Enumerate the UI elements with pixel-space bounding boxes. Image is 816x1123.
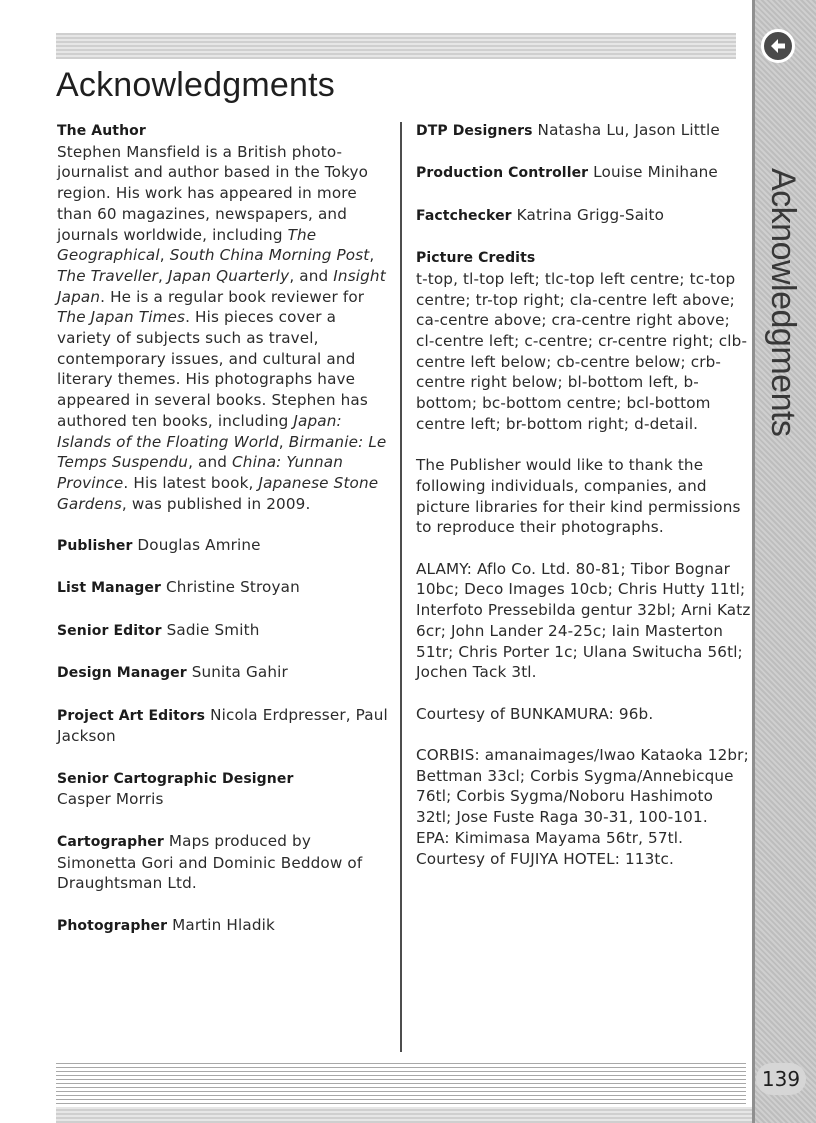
corbis-credits: CORBIS: amanaimages/Iwao Kataoka 12br; Bettman 33cl; Corbis Sygma/Annebicque 76tl; Corbis Sygma/Noboru Hashimoto 32tl; Jose Fuste Raga 30-31, 100-101. — [416, 745, 749, 827]
picture-credits-section — [416, 247, 752, 434]
credit-label: Design Manager — [57, 665, 187, 682]
publication-title: The Traveller — [57, 266, 159, 285]
credit-label: Production Controller — [416, 165, 589, 182]
publication-title: The Japan Times — [57, 308, 186, 327]
credit-label: Factchecker — [416, 207, 512, 224]
credit-label: Publisher — [57, 538, 133, 555]
credit-value: Nicola Erdpresser, Paul Jackson — [57, 705, 388, 746]
credit-value: Christine Stroyan — [161, 578, 300, 597]
credit-value: Maps produced by Simonetta Gori and Dominic Beddow of Draughtsman Ltd. — [57, 831, 363, 893]
author-bio-text: . He is a regular book reviewer for — [100, 287, 365, 306]
book-title: Japan: Islands of the Floating World — [57, 411, 342, 451]
top-decorative-bar — [56, 33, 736, 59]
credit-value: Casper Morris — [57, 790, 164, 809]
publication-title: Insight Japan — [57, 266, 386, 306]
credit-photographer — [57, 915, 392, 937]
credit-publisher — [57, 535, 392, 557]
credit-label: Senior Cartographic Designer — [57, 770, 294, 787]
credit-senior-editor — [57, 620, 392, 642]
book-title: Japanese Stone Gardens — [57, 473, 379, 513]
author-bio-text: Stephen Mansfield is a British photo-journalist and author based in the Tokyo region. His work has appeared in more than 60 magazines, newspapers, and journals worldwide, including — [57, 142, 369, 244]
credit-list-manager — [57, 577, 392, 599]
credit-label: Photographer — [57, 917, 168, 934]
credit-label: Senior Editor — [57, 622, 162, 639]
left-column — [57, 120, 392, 957]
column-divider — [400, 122, 402, 1052]
credit-label: List Manager — [57, 580, 162, 597]
credit-value: Douglas Amrine — [132, 536, 261, 555]
credit-value: Martin Hladik — [167, 915, 275, 934]
alamy-credits: ALAMY: Aflo Co. Ltd. 80-81; Tibor Bognar 10bc; Deco Images 10cb; Chris Hutty 11tl; Interfoto Pressebilda gentur 32bl; Arni Katz 6cr; John Lander 24-25c; Iain Masterton 51tr; Chris Porter 1c; Ulana Switucha 56tl; Jochen Tack 3tl. — [416, 559, 751, 682]
author-bio-text: . His latest book, — [123, 473, 259, 492]
bunkamura-credits: Courtesy of BUNKAMURA: 96b. — [416, 704, 654, 723]
credit-dtp-designers — [416, 120, 752, 142]
credit-cartographer — [57, 831, 392, 894]
credit-value: Sunita Gahir — [186, 663, 288, 682]
credit-production-controller — [416, 162, 752, 184]
publication-title: The Geographical — [57, 225, 317, 265]
author-section: The Author Stephen Mansfield is a British photo-journalist and author based in the Tokyo region. His work has appeared in more than 60 magazines, newspapers, and journals worldwide, including The Geographical, South China Morning Post, The Traveller, Japan Quarterly, and Insight Japan. He is a regular book reviewer for The Japan Times. His pieces cover a variety of subjects such as travel, contemporary issues, and cultural and literary themes. His photographs have appeared in several books. Stephen has authored ten books, including Japan: Islands of the Floating World, Birmanie: Le Temps Suspendu, and China: Yunnan Province. His latest book, Japanese Stone Gardens, was published in 2009. — [57, 123, 387, 513]
author-bio-text: , was published in 2009. — [121, 494, 311, 513]
credit-senior-cartographic-designer — [57, 768, 392, 810]
book-title: Birmanie: Le Temps Suspendu — [57, 432, 387, 472]
fujiya-credits: Courtesy of FUJIYA HOTEL: 113tc. — [416, 849, 674, 868]
author-bio-text: . His pieces cover a variety of subjects such as travel, contemporary issues, and cultural and literary themes. His photographs have appeared in several books. Stephen has authored ten books, including — [57, 308, 368, 430]
page-number: 139 — [756, 1063, 806, 1095]
book-title: China: Yunnan Province — [57, 453, 344, 492]
picture-credits-label: Picture Credits — [416, 250, 536, 267]
credit-value: Katrina Grigg-Saito — [511, 205, 665, 224]
page-title: Acknowledgments — [56, 66, 335, 104]
sidebar-section-title: Acknowledgments — [764, 168, 802, 437]
credit-label: DTP Designers — [416, 123, 533, 139]
credit-value: Louise Minihane — [588, 163, 718, 182]
publication-title: South China Morning Post — [169, 246, 370, 265]
credit-project-art-editors — [57, 705, 392, 747]
bottom-decorative-bar — [56, 1107, 752, 1123]
right-column — [416, 120, 752, 869]
author-label: The Author — [57, 123, 146, 139]
thanks-paragraph: The Publisher would like to thank the following individuals, companies, and picture libraries for their kind permissions to reproduce their photographs. — [416, 456, 741, 537]
publication-title: Japan Quarterly — [168, 266, 290, 285]
sidebar-divider — [752, 0, 755, 1123]
back-button[interactable] — [761, 29, 795, 63]
epa-credits: EPA: Kimimasa Mayama 56tr, 57tl. — [416, 828, 684, 847]
credit-value: Sadie Smith — [161, 620, 260, 639]
credit-design-manager — [57, 662, 392, 684]
picture-credits-key: t-top, tl-top left; tlc-top left centre; tc-top centre; tr-top right; cla-centre left above; ca-centre above; cra-centre right above; cl-centre left; c-centre; cr-centre right; clb-centre left below; cb-centre below; crb-centre right below; bl-bottom left, b-bottom; bc-bottom centre; bcl-bottom centre left; br-bottom right; d-detail. — [416, 269, 748, 433]
back-arrow-icon — [769, 37, 787, 55]
credit-value: Natasha Lu, Jason Little — [532, 121, 720, 139]
bottom-decorative-lines — [56, 1062, 746, 1104]
credit-factchecker — [416, 205, 752, 227]
credit-label: Project Art Editors — [57, 707, 206, 724]
credit-label: Cartographer — [57, 833, 164, 850]
